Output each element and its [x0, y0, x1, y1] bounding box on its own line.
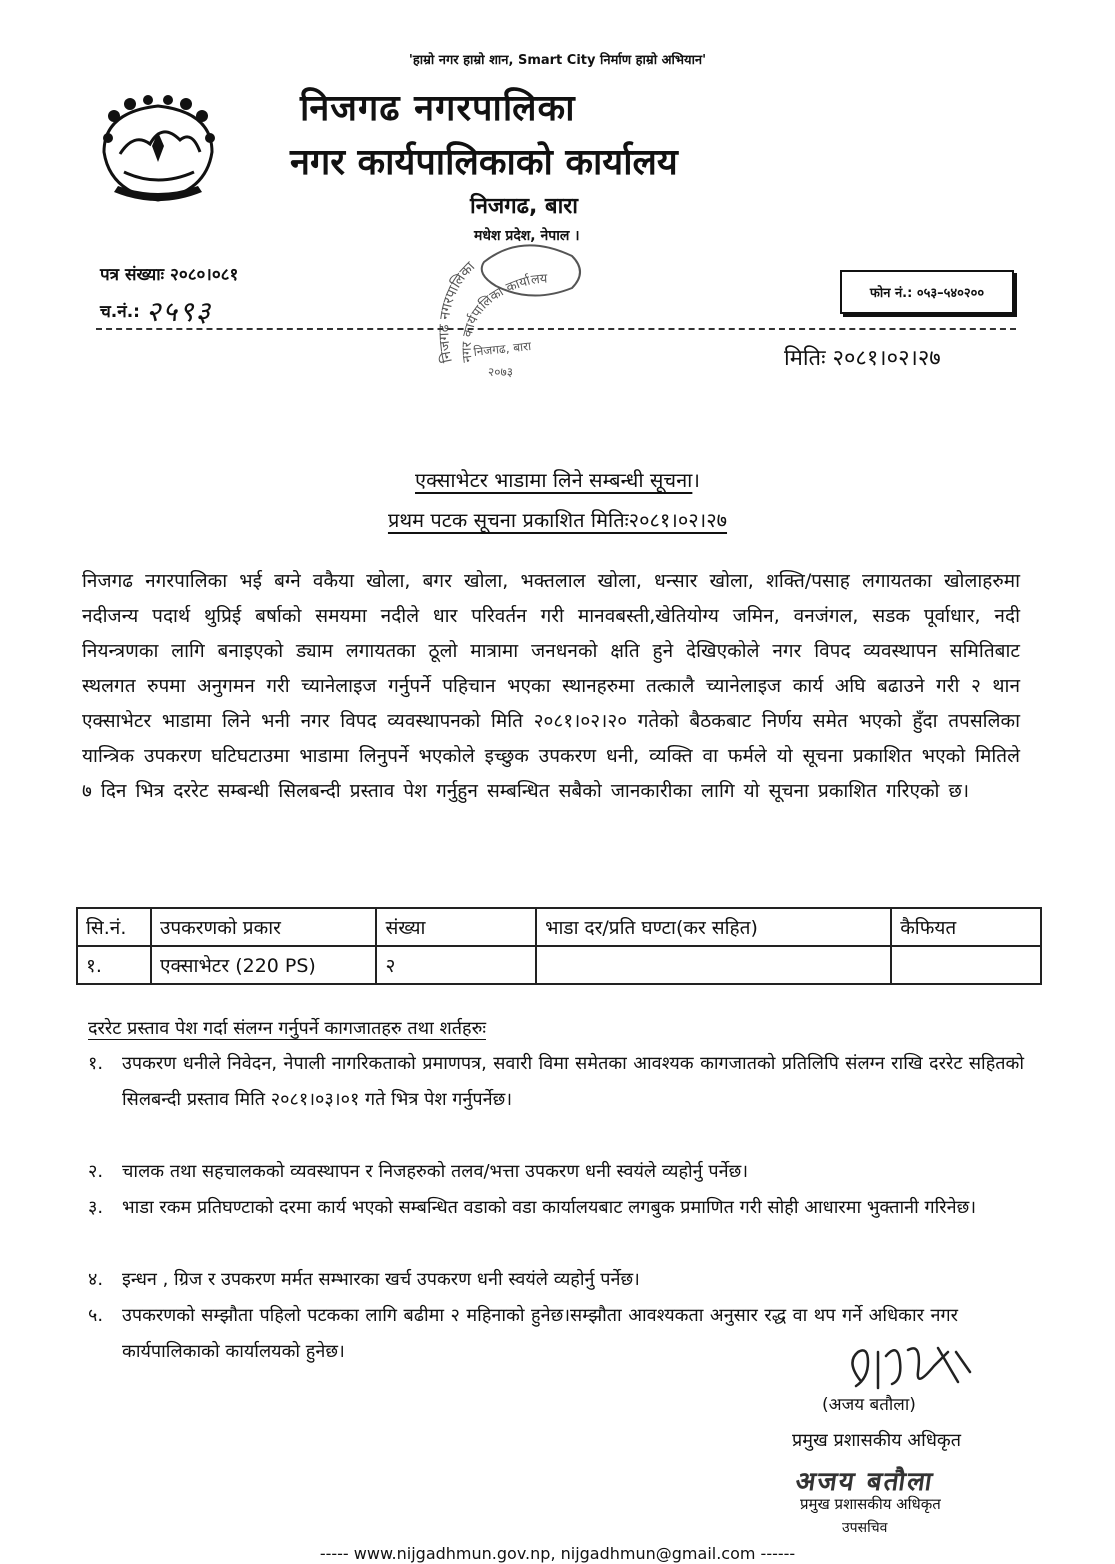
condition-text: उपकरणको सम्झौता पहिलो पटकका लागि बढीमा २ महिनाको हुनेछ।सम्झौता आवश्यकता अनुसार रद्ध वा थप गर्ने अधिकार नगर कार्यपालिकाको कार्यालयको हुनेछ। — [122, 1305, 958, 1362]
dispatch-number — [100, 292, 212, 330]
condition-text: उपकरण धनीले निवेदन, नेपाली नागरिकताको प्रमाणपत्र, सवारी विमा समेतका आवश्यक कागजातको प्रतिलिपि संलग्न राखि दररेट सहितको सिलबन्दी प्रस्ताव मिति २०८१।०३।०१ गते भित्र पेश गर्नुपर्नेछ। — [122, 1053, 1024, 1110]
org-name: निजगढ नगरपालिका — [300, 88, 576, 129]
footer-contact: ----- www.nijgadhmun.gov.np, nijgadhmun@gmail.com ------ — [319, 1544, 796, 1563]
notice-title-end: । — [692, 468, 700, 492]
slogan: 'हाम्रो नगर हाम्रो शान, Smart City निर्माण हाम्रो अभियान' — [408, 53, 707, 68]
notice-subtitle — [0, 506, 1115, 533]
table-row — [77, 946, 1041, 984]
table-header-cell: उपकरणको प्रकार — [151, 908, 377, 946]
table-header-cell: संख्या — [376, 908, 536, 946]
condition-item — [88, 1046, 1024, 1118]
signatory-post: प्रमुख प्रशासकीय अधिकृत — [792, 1430, 961, 1451]
condition-number: ५. — [88, 1305, 104, 1326]
condition-text: चालक तथा सहचालकको व्यवस्थापन र निजहरुको तलव/भत्ता उपकरण धनी स्वयंले व्यहोर्नु पर्नेछ। — [122, 1161, 749, 1182]
condition-item — [88, 1190, 1024, 1226]
letter-date: मितिः २०८१।०२।२७ — [784, 346, 941, 371]
stamp-role: उपसचिव — [842, 1520, 888, 1536]
stamp-post: प्रमुख प्रशासकीय अधिकृत — [800, 1495, 941, 1513]
condition-item — [88, 1298, 958, 1370]
letter-number — [100, 262, 238, 285]
name-stamp: अजय बतौला — [793, 1467, 936, 1497]
conditions-title: दररेट प्रस्ताव पेश गर्दा संलग्न गर्नुपर्ने कागजातहरु तथा शर्तहरुः — [88, 1018, 486, 1039]
table-cell: एक्साभेटर (220 PS) — [151, 946, 377, 984]
seal-line-4: २०७३ — [488, 365, 513, 379]
condition-item — [88, 1262, 1024, 1298]
table-cell: २ — [376, 946, 536, 984]
office-seal-stamp — [412, 212, 644, 392]
header-divider — [96, 328, 1016, 330]
condition-text: भाडा रकम प्रतिघण्टाको दरमा कार्य भएको सम्बन्धित वडाको वडा कार्यालयबाट लगबुक प्रमाणित गरी सोही आधारमा भुक्तानी गरिनेछ। — [122, 1197, 977, 1218]
letter-number-label: पत्र संख्याः — [100, 265, 165, 285]
notice-title — [0, 466, 1115, 493]
equipment-table — [76, 907, 1042, 985]
signatory-name: (अजय बतौला) — [822, 1395, 916, 1415]
seal-line-1: निजगढ नगरपालिका — [436, 258, 479, 364]
office-city: निजगढ, बारा — [470, 194, 578, 219]
notice-subtitle-text: प्रथम पटक सूचना प्रकाशित मितिः२०८१।०२।२७ — [387, 508, 728, 532]
condition-number: २. — [88, 1161, 104, 1182]
office-province: मधेश प्रदेश, नेपाल । — [474, 228, 580, 244]
condition-number: ४. — [88, 1269, 104, 1290]
condition-item — [88, 1154, 1024, 1190]
seal-line-3: निजगढ, बारा — [472, 339, 532, 359]
phone-box — [840, 270, 1014, 314]
table-header-cell: सि.नं. — [77, 908, 151, 946]
nepal-emblem-icon — [94, 92, 222, 210]
office-name: नगर कार्यपालिकाको कार्यालय — [290, 142, 678, 183]
table-cell — [891, 946, 1041, 984]
condition-text: इन्धन , ग्रिज र उपकरण मर्मत सम्भारका खर्च उपकरण धनी स्वयंले व्यहोर्नु पर्नेछ। — [122, 1269, 640, 1290]
notice-body: निजगढ नगरपालिका भई बग्ने वकैया खोला, बगर खोला, भक्तलाल खोला, धन्सार खोला, शक्ति/पसाह लगायतका खोलाहरुमा नदीजन्य पदार्थ थुप्रिई बर्षाको समयमा नदीले धार परिवर्तन गरी मानवबस्ती,खेतियोग्य जमिन, वनजंगल, सडक पूर्वाधार, नदी नियन्त्रणका लागि बनाइएको ड्याम लगायतका ठूलो मात्रामा जनधनको क्षति हुने देखिएकोले नगर विपद व्यवस्थापन समितिबाट स्थलगत रुपमा अनुगमन गरी च्यानेलाइज गर्नुपर्ने पहिचान भएका स्थानहरुमा तत्कालै च्यानेलाइज कार्य अघि बढाउने गरी २ थान एक्साभेटर भाडामा लिने भनी नगर विपद व्यवस्थापनको मिति २०८१।०२।२० गतेको बैठकबाट निर्णय समेत भएको हुँदा तपसलिका यान्त्रिक उपकरण घटिघटाउमा भाडामा लिनुपर्ने भएकोले इच्छुक उपकरण धनी, व्यक्ति वा फर्मले यो सूचना प्रकाशित भएको मितिले ७ दिन भित्र दररेट सम्बन्धी सिलबन्दी प्रस्ताव पेश गर्नुहुन सम्बन्धित सबैको जानकारीका लागि यो सूचना प्रकाशित गरिएको छ। — [82, 570, 1020, 802]
seal-line-2: नगर कार्यपालिका कार्यालय — [459, 271, 548, 364]
phone-number: फोन नं.: ०५३–५४०२०० — [869, 286, 985, 301]
notice-title-text: एक्साभेटर भाडामा लिने सम्बन्धी सूचना — [415, 468, 693, 492]
dispatch-number-value: २५९३ — [145, 295, 213, 328]
table-cell — [536, 946, 891, 984]
dispatch-number-label: च.नं.: — [100, 302, 140, 322]
table-cell: १. — [77, 946, 151, 984]
table-header-cell: भाडा दर/प्रति घण्टा(कर सहित) — [536, 908, 891, 946]
condition-number: १. — [88, 1053, 104, 1074]
table-header-cell: कैफियत — [891, 908, 1041, 946]
letter-number-value: २०८०।०८१ — [170, 265, 239, 285]
table-header-row — [77, 908, 1041, 946]
condition-number: ३. — [88, 1197, 104, 1218]
